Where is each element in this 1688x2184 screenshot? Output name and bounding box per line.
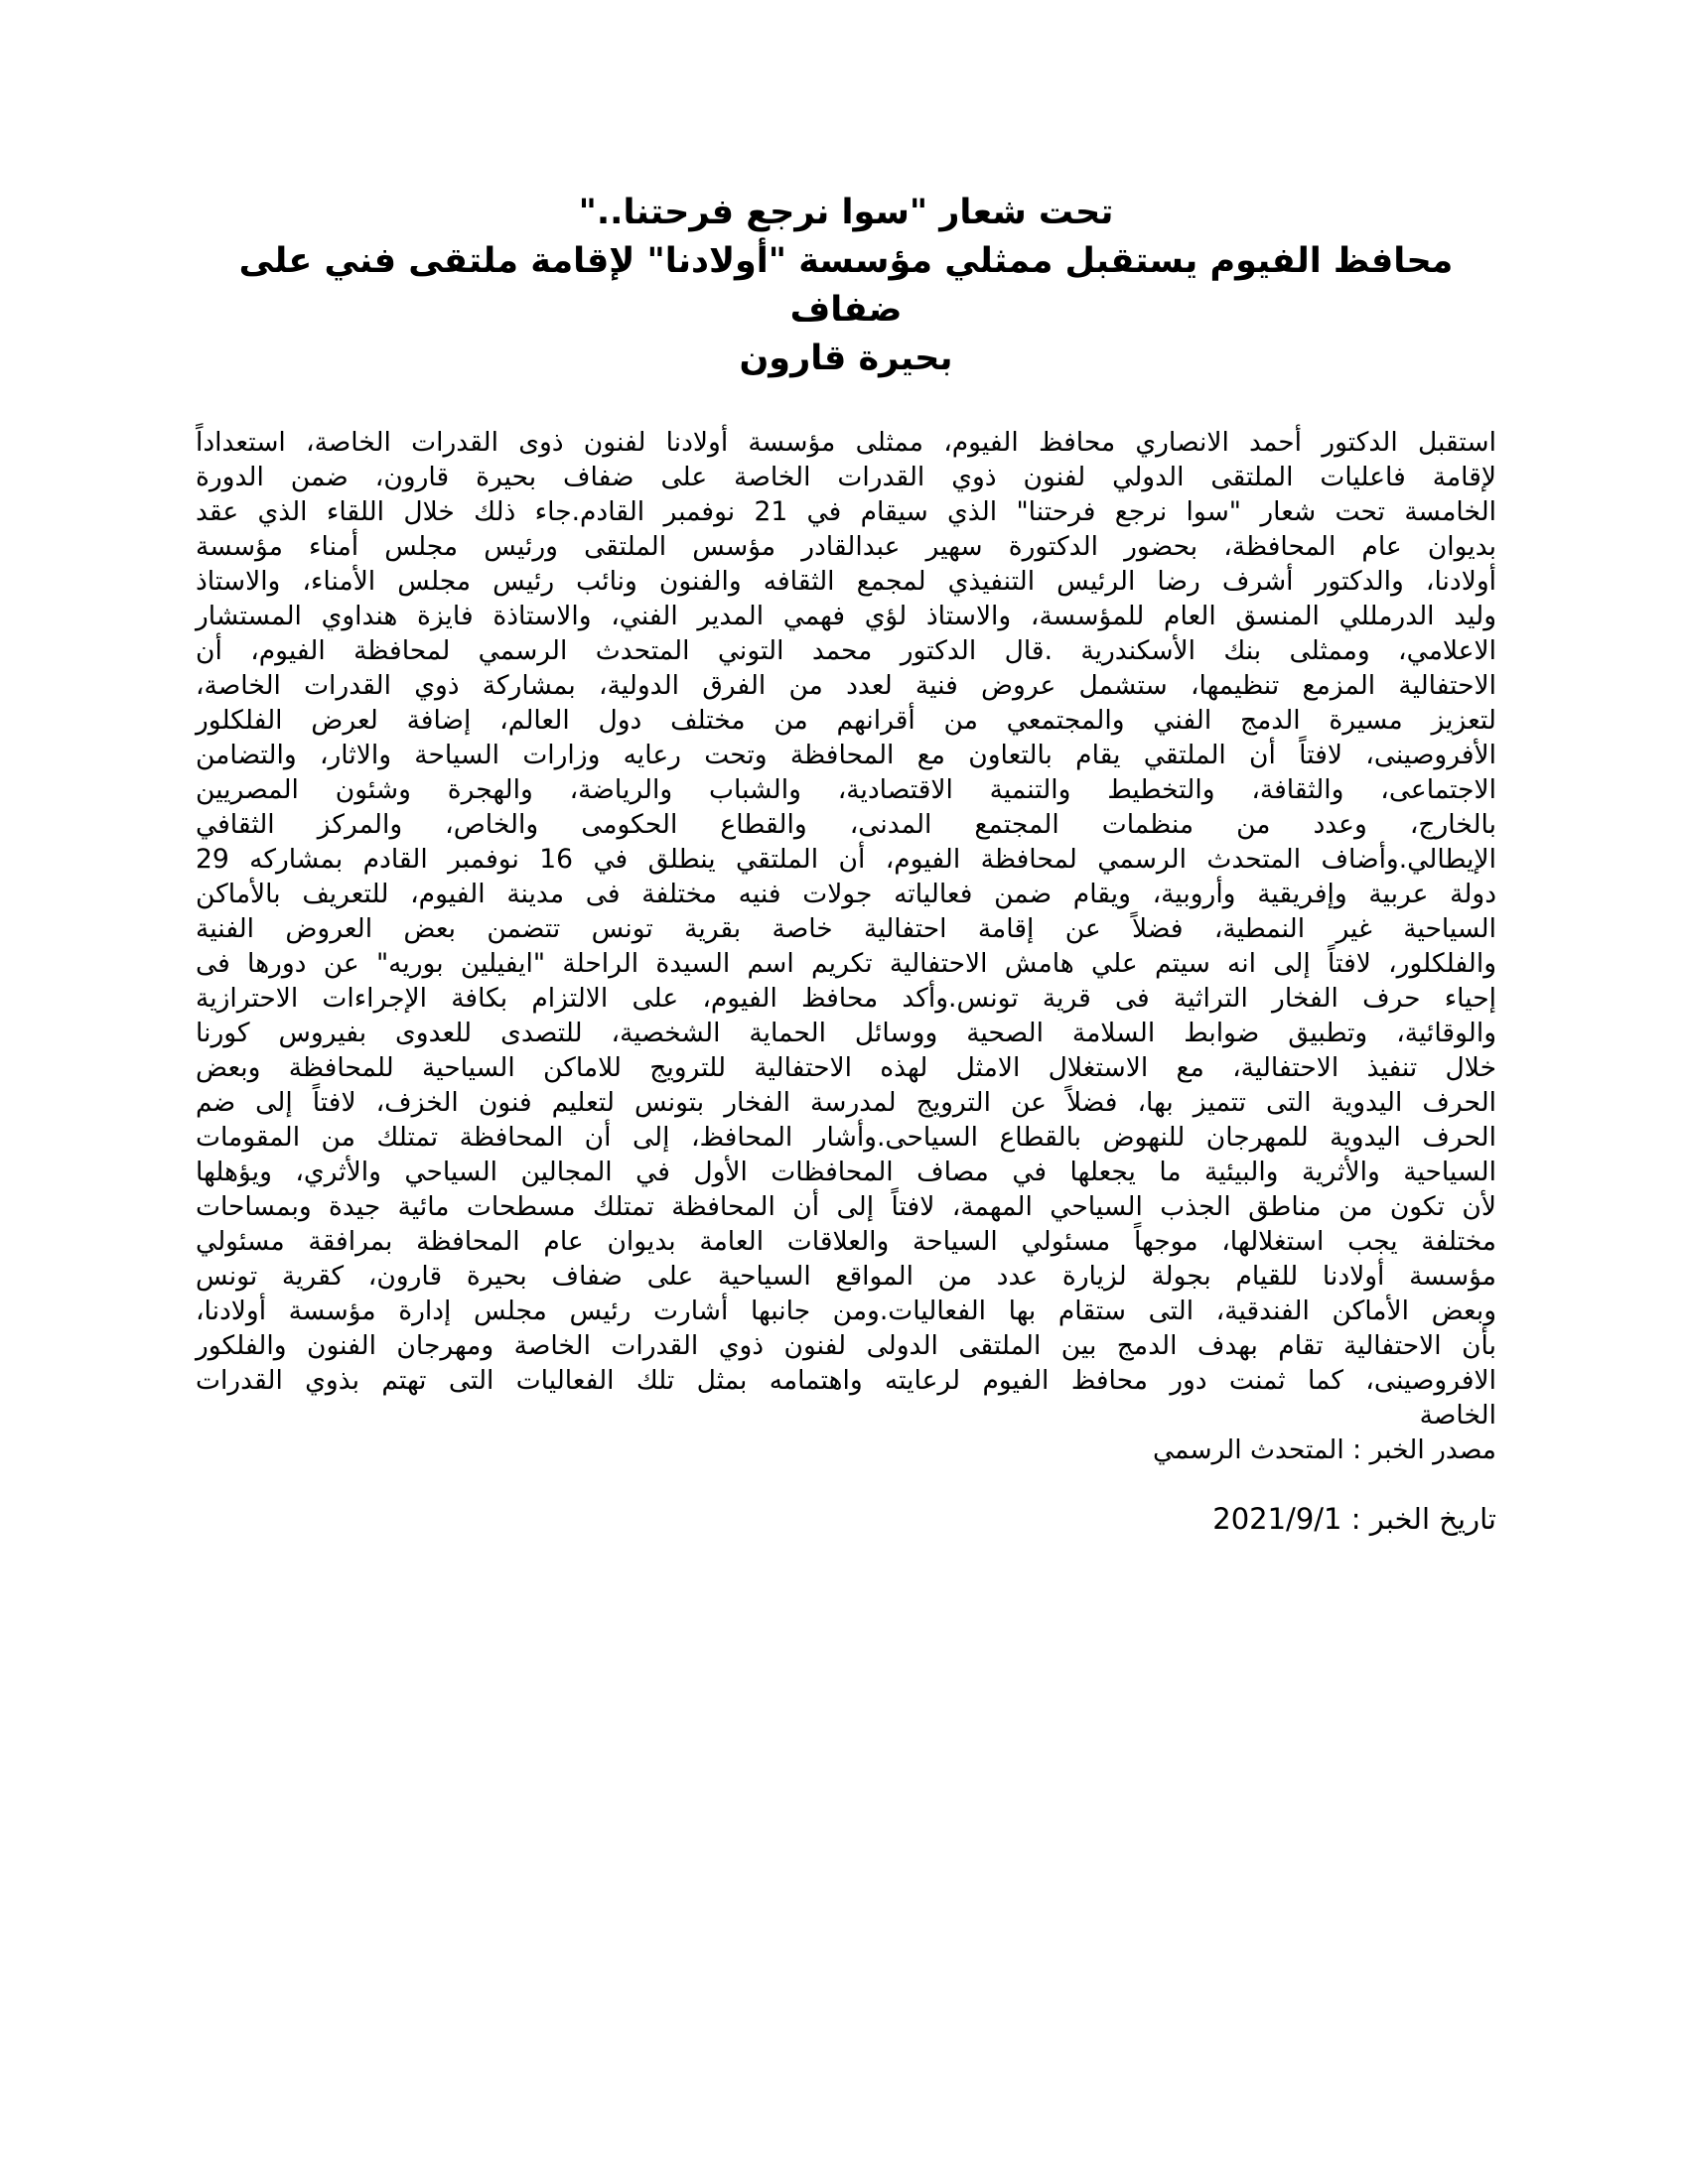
body-line: مؤسسة أولادنا للقيام بجولة لزيارة عدد من المواقع السياحية على ضفاف بحيرة قارون، كقرية تونس [196, 1261, 1496, 1292]
body-line: بأن الاحتفالية تقام بهدف الدمج بين الملتقى الدولى لفنون ذوي القدرات الخاصة ومهرجان الفنون والفلكور [196, 1330, 1496, 1361]
article-headline [196, 189, 1496, 383]
body-line: استقبل الدكتور أحمد الانصاري محافظ الفيوم، ممثلى مؤسسة أولادنا لفنون ذوى القدرات الخاصة، استعداداً [196, 427, 1496, 458]
body-line: الاحتفالية المزمع تنظيمها، ستشمل عروض فنية لعدد من الفرق الدولية، بمشاركة ذوي القدرات الخاصة، [196, 670, 1496, 701]
body-line: السياحية غير النمطية، فضلاً عن إقامة احتفالية خاصة بقرية تونس تتضمن بعض العروض الفنية [196, 913, 1496, 944]
body-line: والوقائية، وتطبيق ضوابط السلامة الصحية ووسائل الحماية الشخصية، للتصدى للعدوى بفيروس كورنا [196, 1018, 1496, 1048]
headline-line: محافظ الفيوم يستقبل ممثلي مؤسسة "أولادنا" لإقامة ملتقى فني على ضفاف [238, 241, 1454, 330]
news-date: تاريخ الخبر : 2021/9/1 [1212, 1502, 1496, 1536]
body-line: مختلفة يجب استغلالها، موجهاً مسئولي السياحة والعلاقات العامة بديوان عام المحافظة بمرافقة مسئولي [196, 1226, 1496, 1257]
body-line: بالخارج، وعدد من منظمات المجتمع المدنى، والقطاع الحكومى والخاص، والمركز الثقافي [196, 809, 1496, 840]
news-source: مصدر الخبر : المتحدث الرسمي [1152, 1434, 1496, 1465]
body-line: السياحية والأثرية والبيئية ما يجعلها في مصاف المحافظات الأول في المجالين السياحي والأثري، ويؤهلها [196, 1157, 1496, 1187]
body-line: أولادنا، والدكتور أشرف رضا الرئيس التنفيذي لمجمع الثقافه والفنون ونائب رئيس مجلس الأمناء، والاستاذ [196, 566, 1496, 597]
body-line: الحرف اليدوية للمهرجان للنهوض بالقطاع السياحى.وأشار المحافظ، إلى أن المحافظة تمتلك من المقومات [196, 1122, 1496, 1153]
body-line: دولة عربية وإفريقية وأروبية، ويقام ضمن فعالياته جولات فنيه مختلفة فى مدينة الفيوم، للتعريف بالأماكن [196, 879, 1496, 909]
body-line: والفلكلور، لافتاً إلى انه سيتم علي هامش الاحتفالية تكريم اسم السيدة الراحلة "ايفيلين بوريه" عن دورها فى [196, 948, 1496, 979]
body-line: الأفروصينى، لافتاً أن الملتقي يقام بالتعاون مع المحافظة وتحت رعايه وزارات السياحة والاثار، والتضامن [196, 740, 1496, 770]
body-line: الافروصينى، كما ثمنت دور محافظ الفيوم لرعايته واهتمامه بمثل تلك الفعاليات التى تهتم بذوي القدرات [196, 1365, 1496, 1396]
document-page [196, 189, 1496, 1537]
body-line: لتعزيز مسيرة الدمج الفني والمجتمعي من أقرانهم من مختلف دول العالم، إضافة لعرض الفلكلور [196, 705, 1496, 736]
body-line: الاجتماعى، والثقافة، والتخطيط والتنمية الاقتصادية، والشباب والرياضة، والهجرة وشئون المصريين [196, 774, 1496, 805]
body-line: إحياء حرف الفخار التراثية فى قرية تونس.وأكد محافظ الفيوم، على الالتزام بكافة الإجراءات الاحترازية [196, 983, 1496, 1014]
body-line: الاعلامي، وممثلى بنك الأسكندرية .قال الدكتور محمد التوني المتحدث الرسمي لمحافظة الفيوم، أن [196, 635, 1496, 666]
body-line: لإقامة فاعليات الملتقى الدولي لفنون ذوي القدرات الخاصة على ضفاف بحيرة قارون، ضمن الدورة [196, 462, 1496, 492]
headline-line: تحت شعار "سوا نرجع فرحتنا.." [578, 193, 1114, 232]
body-line: الإيطالي.وأضاف المتحدث الرسمي لمحافظة الفيوم، أن الملتقي ينطلق في 16 نوفمبر القادم بمشاركه 29 [196, 844, 1496, 875]
body-line: وليد الدرمللي المنسق العام للمؤسسة، والاستاذ لؤي فهمي المدير الفني، والاستاذة فايزة هنداوي المستشار [196, 601, 1496, 631]
body-line: الحرف اليدوية التى تتميز بها، فضلاً عن الترويج لمدرسة الفخار بتونس لتعليم فنون الخزف، لافتاً إلى ضم [196, 1087, 1496, 1118]
body-line: لأن تكون من مناطق الجذب السياحي المهمة، لافتاً إلى أن المحافظة تمتلك مسطحات مائية جيدة وبمساحات [196, 1191, 1496, 1222]
body-line: بديوان عام المحافظة، بحضور الدكتورة سهير عبدالقادر مؤسس الملتقى ورئيس مجلس أمناء مؤسسة [196, 531, 1496, 562]
body-line: الخاصة [1419, 1400, 1496, 1431]
headline-line: بحيرة قارون [739, 339, 953, 378]
article-body [196, 425, 1496, 1433]
body-line: الخامسة تحت شعار "سوا نرجع فرحتنا" الذي سيقام في 21 نوفمبر القادم.جاء ذلك خلال اللقاء الذي عقد [196, 496, 1497, 527]
body-line: وبعض الأماكن الفندقية، التى ستقام بها الفعاليات.ومن جانبها أشارت رئيس مجلس إدارة مؤسسة أولادنا، [196, 1296, 1496, 1326]
body-line: خلال تنفيذ الاحتفالية، مع الاستغلال الامثل لهذه الاحتفالية للترويج للاماكن السياحية للمحافظة وبعض [196, 1052, 1496, 1083]
